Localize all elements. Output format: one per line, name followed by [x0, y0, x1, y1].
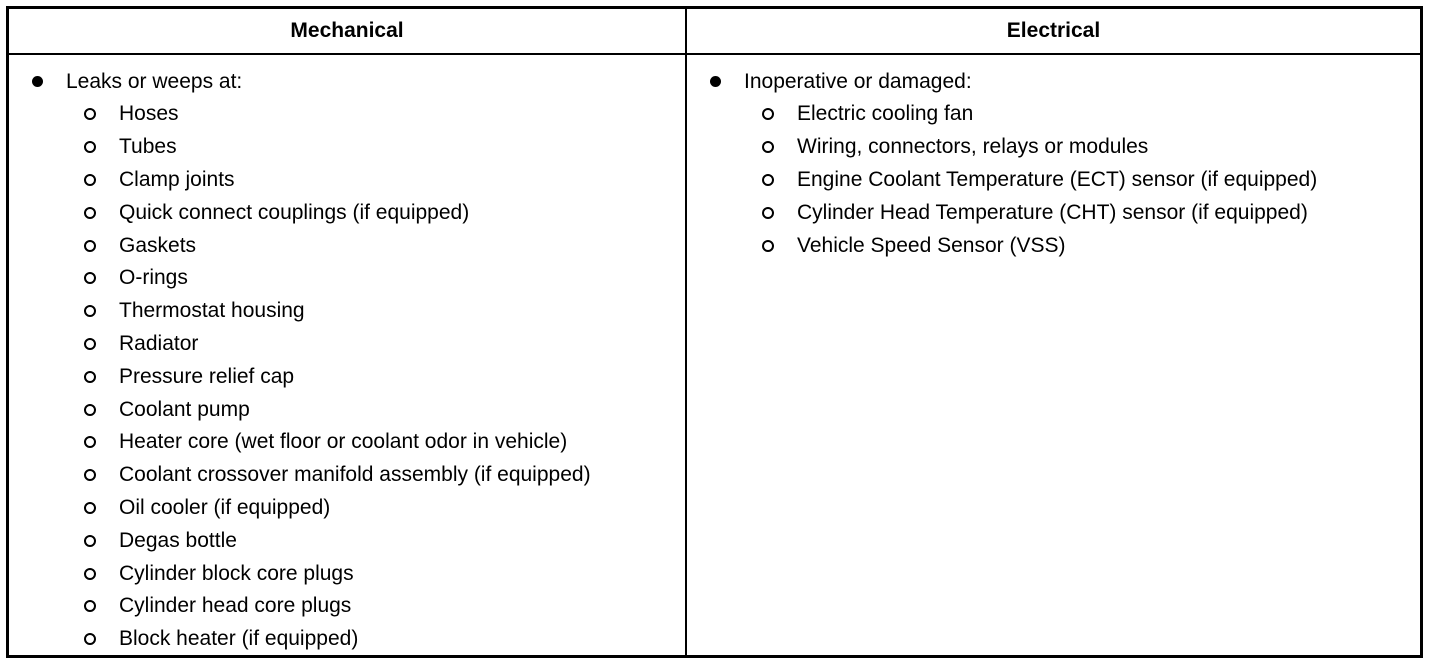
list-item	[9, 196, 685, 229]
list-item-label: Wiring, connectors, relays or modules	[797, 135, 1149, 159]
list-item	[9, 229, 685, 262]
list-item-label: Radiator	[119, 331, 199, 355]
hollow-bullet-icon	[84, 568, 96, 580]
list-item-label: Gaskets	[119, 233, 197, 257]
list-item-label: Thermostat housing	[119, 299, 305, 323]
electrical-sub-list	[687, 98, 1420, 262]
hollow-bullet-icon	[84, 207, 96, 219]
list-item-label: Degas bottle	[119, 528, 237, 552]
hollow-bullet-icon	[762, 174, 774, 186]
list-item-label: Engine Coolant Temperature (ECT) sensor (if equipped)	[797, 167, 1318, 191]
list-item	[9, 524, 685, 557]
mechanical-main-item	[9, 65, 685, 98]
hollow-bullet-icon	[84, 108, 96, 120]
electrical-main-item	[687, 65, 1420, 98]
list-item	[9, 295, 685, 328]
filled-bullet-icon	[710, 76, 721, 87]
list-item	[687, 196, 1420, 229]
list-item-label: Hoses	[119, 102, 179, 126]
list-item	[687, 131, 1420, 164]
list-item	[9, 164, 685, 197]
list-item	[687, 229, 1420, 262]
list-item	[9, 426, 685, 459]
list-item	[9, 492, 685, 525]
list-item	[9, 393, 685, 426]
list-item-label: Pressure relief cap	[119, 364, 295, 388]
hollow-bullet-icon	[84, 338, 96, 350]
electrical-main-label: Inoperative or damaged:	[744, 70, 972, 93]
list-item	[9, 131, 685, 164]
list-item-label: Tubes	[119, 135, 177, 159]
hollow-bullet-icon	[84, 436, 96, 448]
header-electrical: Electrical	[687, 9, 1420, 55]
list-item-label: Quick connect couplings (if equipped)	[119, 200, 470, 224]
hollow-bullet-icon	[84, 272, 96, 284]
hollow-bullet-icon	[84, 535, 96, 547]
list-item	[9, 360, 685, 393]
list-item	[9, 98, 685, 131]
hollow-bullet-icon	[84, 371, 96, 383]
list-item-label: Coolant crossover manifold assembly (if equipped)	[119, 463, 591, 487]
hollow-bullet-icon	[84, 469, 96, 481]
mechanical-main-label: Leaks or weeps at:	[66, 70, 243, 93]
list-item	[9, 459, 685, 492]
list-item	[687, 98, 1420, 131]
list-item-label: Electric cooling fan	[797, 102, 974, 126]
hollow-bullet-icon	[84, 502, 96, 514]
list-item-label: Cylinder Head Temperature (CHT) sensor (if equipped)	[797, 200, 1308, 224]
list-item-label: Cylinder head core plugs	[119, 594, 352, 618]
hollow-bullet-icon	[762, 240, 774, 252]
list-item-label: Oil cooler (if equipped)	[119, 495, 331, 519]
list-item-label: Coolant pump	[119, 397, 250, 421]
list-item-label: Cylinder block core plugs	[119, 561, 354, 585]
electrical-column	[687, 55, 1420, 656]
list-item	[9, 623, 685, 656]
list-item-label: O-rings	[119, 266, 188, 290]
list-item	[687, 164, 1420, 197]
hollow-bullet-icon	[84, 305, 96, 317]
hollow-bullet-icon	[84, 633, 96, 645]
list-item	[9, 557, 685, 590]
hollow-bullet-icon	[84, 404, 96, 416]
list-item-label: Heater core (wet floor or coolant odor in vehicle)	[119, 430, 568, 454]
list-item-label: Vehicle Speed Sensor (VSS)	[797, 233, 1066, 257]
header-mechanical: Mechanical	[9, 9, 687, 55]
filled-bullet-icon	[32, 76, 43, 87]
hollow-bullet-icon	[762, 108, 774, 120]
list-item-label: Clamp joints	[119, 167, 235, 191]
mechanical-column	[9, 55, 687, 656]
list-item-label: Block heater (if equipped)	[119, 627, 359, 651]
hollow-bullet-icon	[762, 207, 774, 219]
list-item	[9, 262, 685, 295]
inspection-table	[6, 6, 1423, 658]
hollow-bullet-icon	[84, 600, 96, 612]
hollow-bullet-icon	[762, 141, 774, 153]
list-item	[9, 328, 685, 361]
hollow-bullet-icon	[84, 174, 96, 186]
mechanical-sub-list	[9, 98, 685, 656]
hollow-bullet-icon	[84, 141, 96, 153]
list-item	[9, 590, 685, 623]
hollow-bullet-icon	[84, 240, 96, 252]
